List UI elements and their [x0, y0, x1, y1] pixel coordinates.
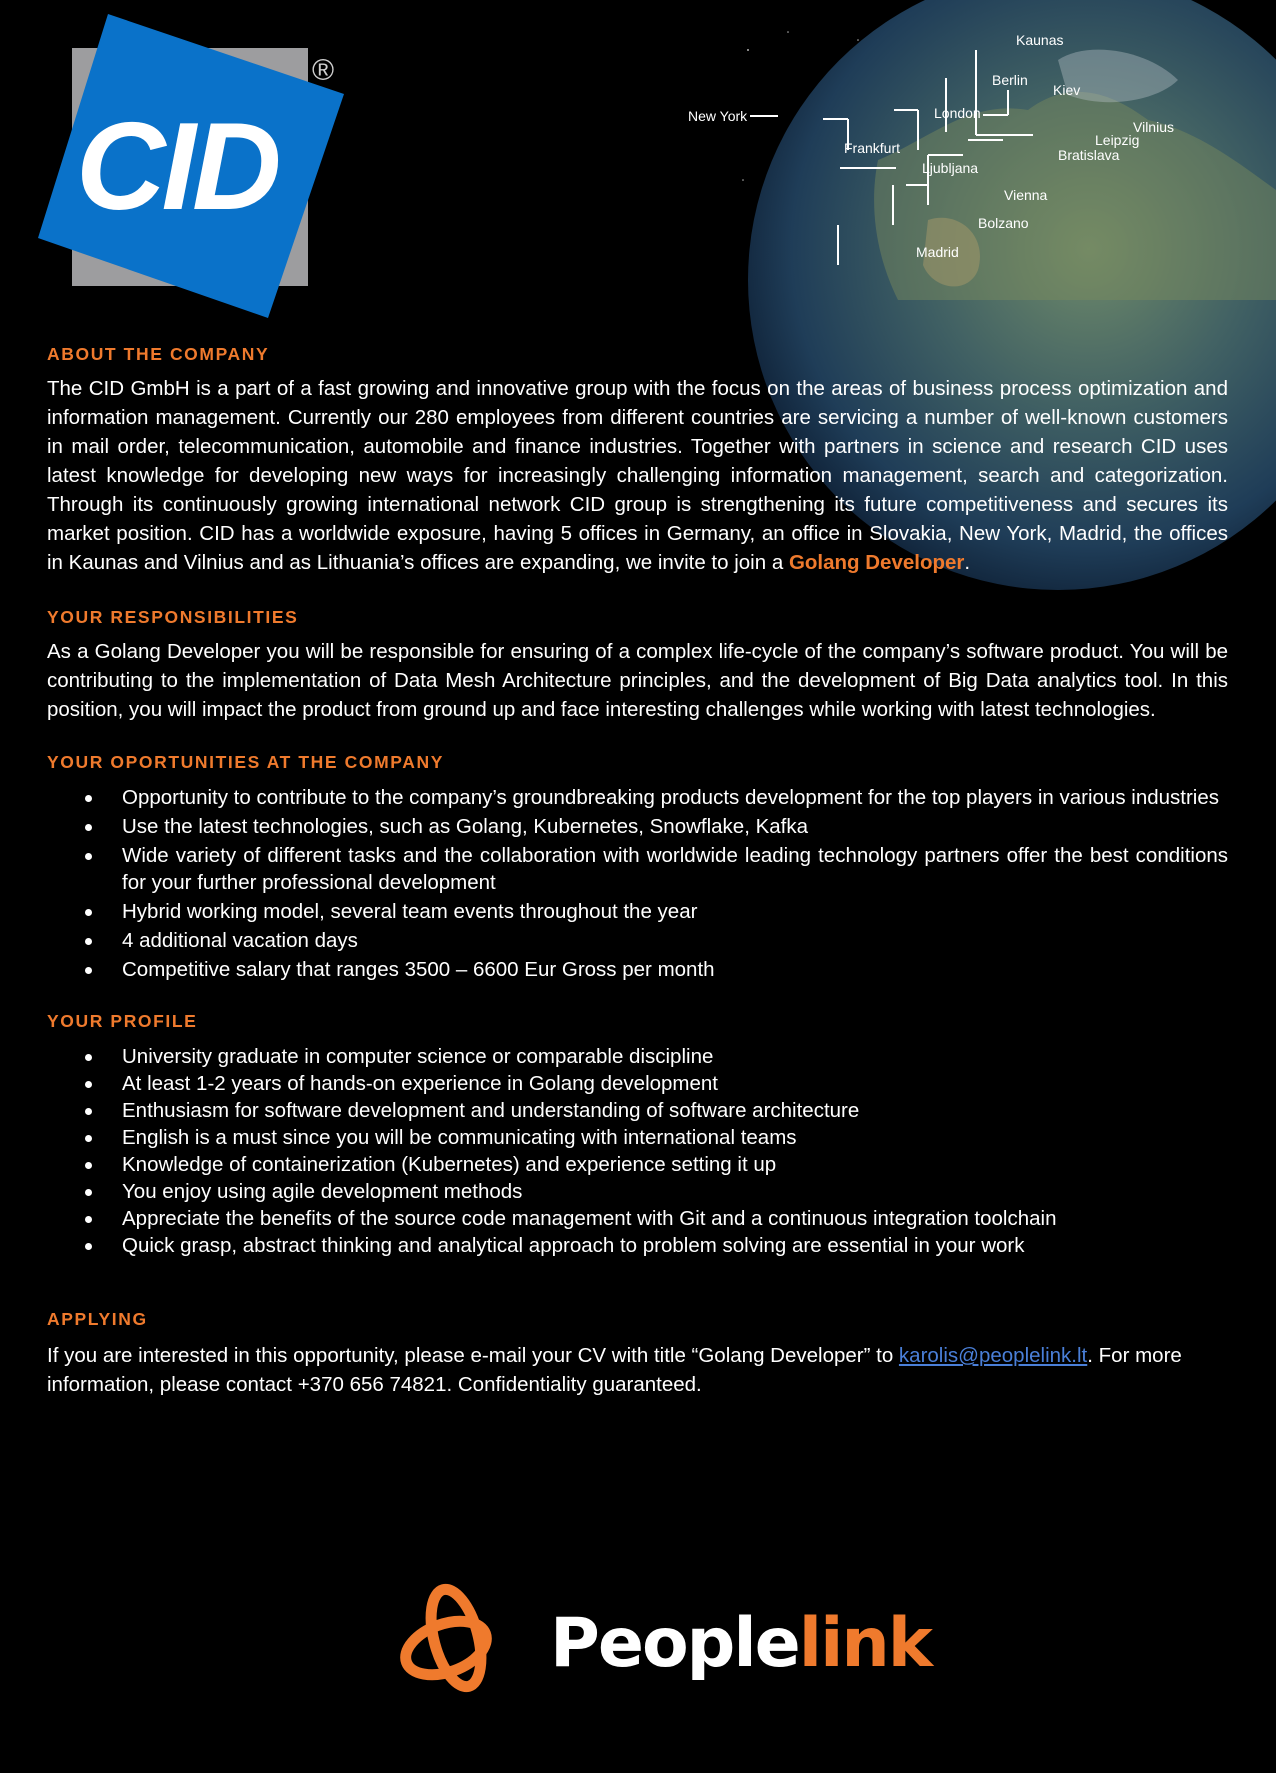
cid-logo [38, 14, 358, 324]
opportunities-title: YOUR OPORTUNITIES AT THE COMPANY [47, 752, 444, 772]
list-item: Appreciate the benefits of the source code management with Git and a continuous integration toolchain [47, 1205, 1228, 1232]
city-kiev: Kiev [1053, 82, 1081, 98]
email-link[interactable]: karolis@peoplelink.lt [898, 1344, 1088, 1367]
responsibilities-title: YOUR RESPONSIBILITIES [47, 607, 299, 627]
city-berlin: Berlin [992, 72, 1028, 88]
applying-text: If you are interested in this opportunity, please e-mail your CV with title “Golang Developer” to karolis@peoplelink.lt. For more information, please contact +370 656 74821. Confidentiality guaranteed. [47, 1344, 1182, 1396]
list-item: Competitive salary that ranges 3500 – 6600 Eur Gross per month [47, 956, 1228, 983]
brand-part1: Peoplelink [550, 1604, 932, 1683]
list-item: Hybrid working model, several team events throughout the year [47, 898, 1228, 925]
list-item: Use the latest technologies, such as Golang, Kubernetes, Snowflake, Kafka [47, 813, 1228, 840]
city-london: London [934, 105, 981, 121]
list-item: University graduate in computer science or comparable discipline [47, 1043, 1228, 1070]
office-map [728, 20, 1276, 300]
applying-title: APPLYING [47, 1309, 148, 1329]
cid-logo-text: CID [76, 98, 278, 236]
peoplelink-knot-icon [398, 1580, 932, 1700]
city-new-york-label [688, 108, 778, 124]
city-leipzig: Leipzig [1095, 132, 1140, 148]
city-kaunas: Kaunas [1016, 32, 1064, 48]
city-vilnius: Vilnius [1133, 119, 1174, 135]
opportunities-list [47, 784, 1228, 983]
peoplelink-logo [398, 1580, 932, 1700]
list-item: English is a must since you will be communicating with international teams [47, 1124, 1228, 1151]
profile-title: YOUR PROFILE [47, 1011, 198, 1031]
city-ljubljana: Ljubljana [922, 160, 979, 176]
job-description [47, 340, 1228, 1399]
about-text: The CID GmbH is a part of a fast growing and innovative group with the focus on the areas of business process optimization and information management. Currently our 280 employees from different countries are servicing a number of well-known customers in mail order, telecommunication, automobile and finance industries. Together with partners in science and research CID uses latest knowledge for developing new ways for increasingly challenging information management, search and categorization. Through its continuously growing international network CID group is strengthening its future competitiveness and secures its market position. CID has a worldwide exposure, having 5 offices in Germany, an office in Slovakia, New York, Madrid, the offices in Kaunas and Vilnius and as Lithuania’s offices are expanding, we invite to join a Golang Developer. [47, 377, 1228, 574]
globe-map [728, 20, 1276, 300]
list-item: Knowledge of containerization (Kubernetes) and experience setting it up [47, 1151, 1228, 1178]
city-frankfurt: Frankfurt [844, 140, 901, 156]
city-bolzano: Bolzano [978, 215, 1029, 231]
registered-mark: ® [312, 54, 335, 87]
profile-list [47, 1043, 1228, 1259]
city-vienna: Vienna [1004, 187, 1048, 203]
list-item: Opportunity to contribute to the company’s groundbreaking products development for the top players in various industries [47, 784, 1228, 811]
list-item: At least 1-2 years of hands-on experience in Golang development [47, 1070, 1228, 1097]
list-item: Wide variety of different tasks and the collaboration with worldwide leading technology partners offer the best conditions for your further professional development [47, 842, 1228, 896]
city-madrid: Madrid [916, 244, 959, 260]
city-new-york-text: New York [688, 108, 748, 124]
list-item: You enjoy using agile development methods [47, 1178, 1228, 1205]
job-title-highlight: Golang Developer [788, 551, 965, 574]
list-item: Enthusiasm for software development and understanding of software architecture [47, 1097, 1228, 1124]
list-item: 4 additional vacation days [47, 927, 1228, 954]
city-bratislava: Bratislava [1058, 147, 1120, 163]
responsibilities-text: As a Golang Developer you will be responsible for ensuring of a complex life-cycle of the company’s software product. You will be contributing to the implementation of Data Mesh Architecture principles, and the development of Big Data analytics tool. In this position, you will impact the product from ground up and face interesting challenges while working with latest technologies. [47, 640, 1228, 721]
about-title: ABOUT THE COMPANY [47, 344, 270, 364]
list-item: Quick grasp, abstract thinking and analytical approach to problem solving are essential in your work [47, 1232, 1228, 1259]
